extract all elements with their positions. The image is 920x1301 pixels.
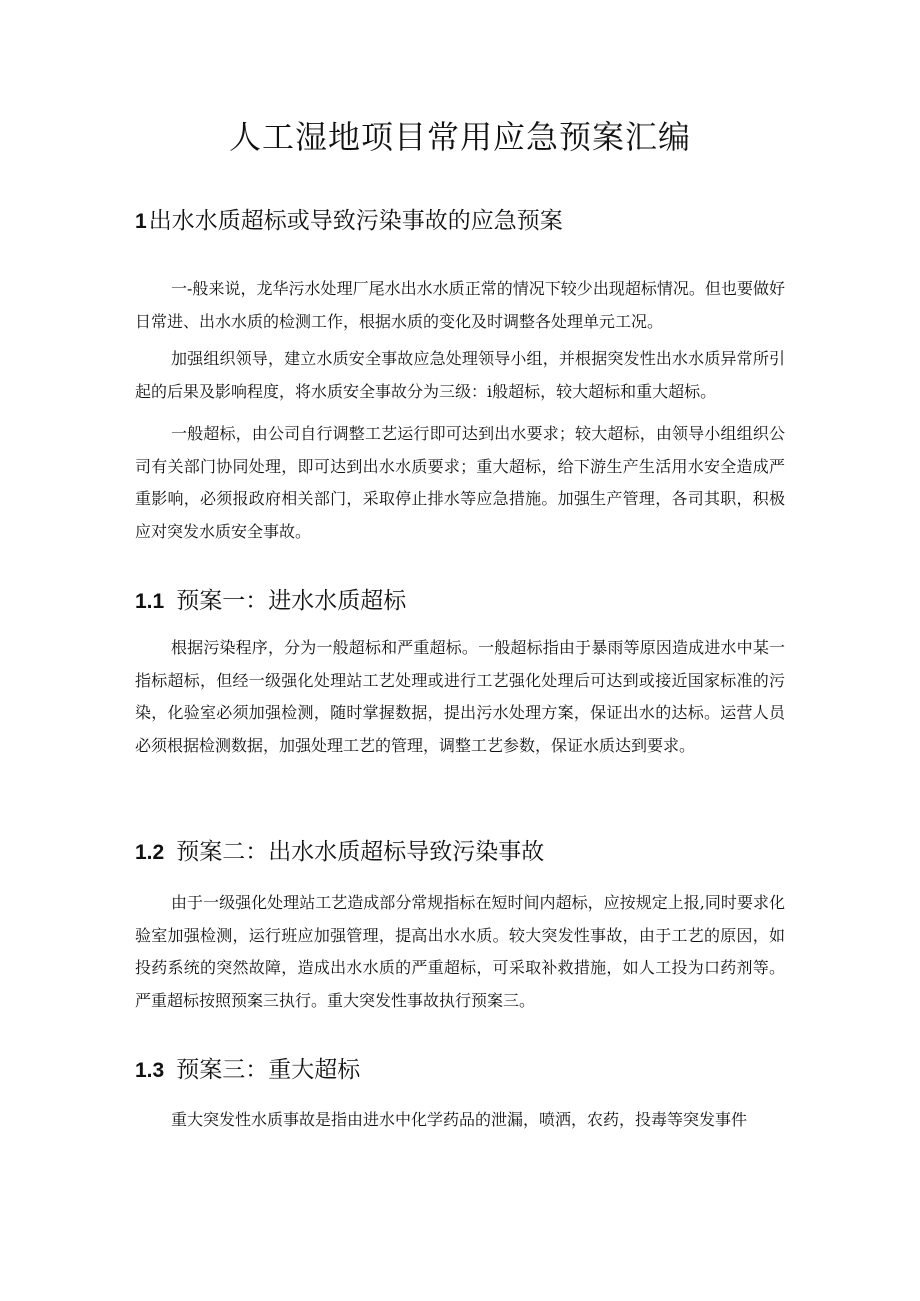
section-1-paragraph-2: 加强组织领导，建立水质安全事故应急处理领导小组，并根据突发性出水水质异常所引起的后果及影响程度，将水质安全事故分为三级：i般超标，较大超标和重大超标。 <box>135 349 785 401</box>
section-1-1-heading-text: 预案一：进水水质超标 <box>176 588 407 614</box>
section-1-3-paragraph: 重大突发性水质事故是指由进水中化学药品的泄漏，喷洒，农药，投毒等突发事件 <box>171 1110 748 1129</box>
section-1-1-number: 1.1 <box>135 590 165 613</box>
section-1-3-number: 1.3 <box>135 1059 165 1082</box>
section-1-1-paragraph: 根据污染程序，分为一般超标和严重超标。一般超标指由于暴雨等原因造成进水中某一指标超标，但经一级强化处理站工艺处理或进行工艺强化处理后可达到或接近国家标准的污染，化验室必须加强检测，随时掌握数据，提出污水处理方案，保证出水的达标。运营人员必须根据检测数据，加强处理工艺的管理，调整工艺参数，保证水质达到要求。 <box>135 638 785 755</box>
section-1-paragraph-3: 一般超标，由公司自行调整工艺运行即可达到出水要求；较大超标，由领导小组组织公司有关部门协同处理，即可达到出水水质要求；重大超标，给下游生产生活用水安全造成严重影响，必须报政府相关部门，采取停止排水等应急措施。加强生产管理，各司其职，积极应对突发水质安全事故。 <box>135 424 785 541</box>
section-1-heading <box>135 203 563 240</box>
section-1-2-heading-text: 预案二：出水水质超标导致污染事故 <box>176 839 545 865</box>
section-1-1-heading <box>135 583 406 620</box>
document-title: 人工湿地项目常用应急预案汇编 <box>228 118 691 156</box>
section-1-3-heading-text: 预案三：重大超标 <box>176 1057 361 1083</box>
section-1-2-number: 1.2 <box>135 841 165 864</box>
section-1-number: 1 <box>135 210 147 233</box>
section-1-heading-text: 出水水质超标或导致污染事故的应急预案 <box>148 208 563 234</box>
section-1-3-heading <box>135 1052 360 1089</box>
section-1-paragraph-1: 一-般来说，龙华污水处理厂尾水出水水质正常的情况下较少出现超标情况。但也要做好日常进、出水水质的检测工作，根据水质的变化及时调整各处理单元工况。 <box>135 279 785 331</box>
section-1-2-heading <box>135 834 544 871</box>
section-1-2-paragraph: 由于一级强化处理站工艺造成部分常规指标在短时间内超标，应按规定上报,同时要求化验室加强检测，运行班应加强管理，提高出水水质。较大突发性事故，由于工艺的原因，如投药系统的突然故障，造成出水水质的严重超标，可采取补救措施，如人工投为口药剂等。严重超标按照预案三执行。重大突发性事故执行预案三。 <box>135 893 785 1010</box>
